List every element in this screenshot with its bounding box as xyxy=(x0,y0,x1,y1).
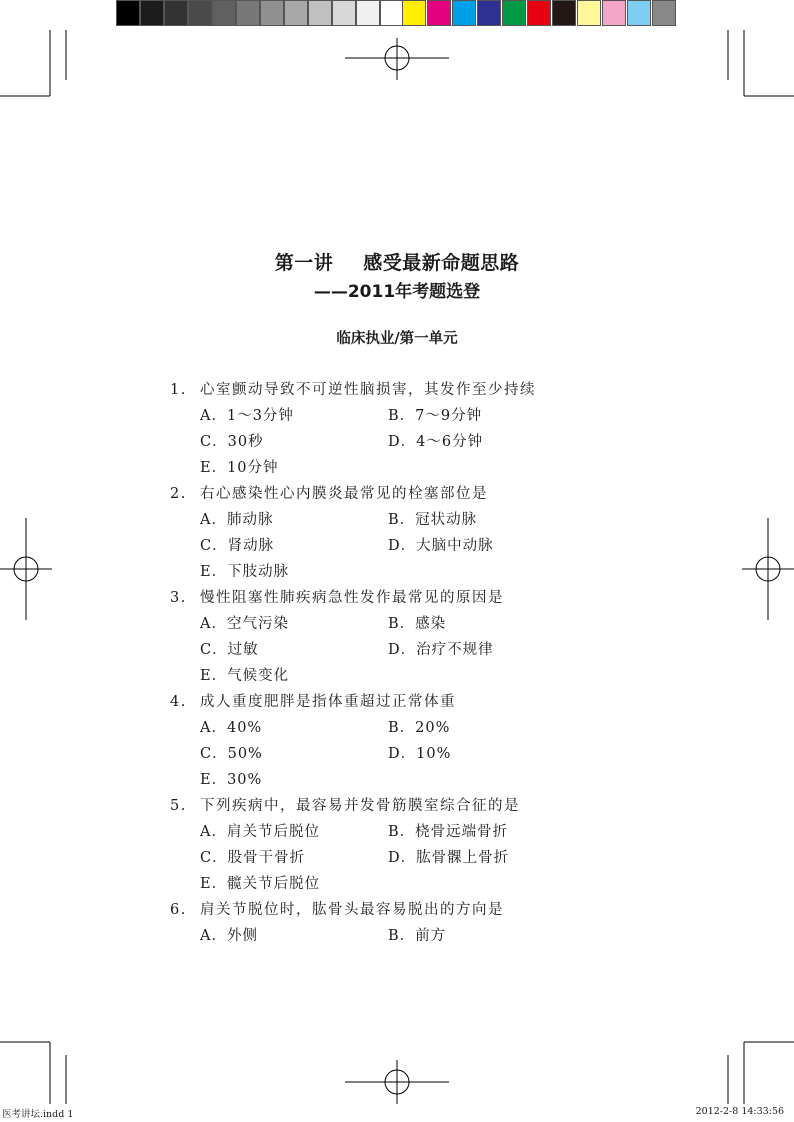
section-heading: 临床执业/第一单元 xyxy=(336,330,458,347)
question-stem xyxy=(170,898,504,919)
question-stem xyxy=(170,794,520,815)
question-text: 成人重度肥胖是指体重超过正常体重 xyxy=(200,694,456,710)
answer-option: E．气候变化 xyxy=(200,668,290,684)
question-text: 心室颤动导致不可逆性脑损害，其发作至少持续 xyxy=(200,382,536,398)
answer-option: A．空气污染 xyxy=(200,616,289,632)
question-text: 下列疾病中，最容易并发骨筋膜室综合征的是 xyxy=(200,798,520,814)
answer-option: B．7～9分钟 xyxy=(388,408,483,424)
answer-option: E．30% xyxy=(200,772,263,788)
answer-option: A．40% xyxy=(200,720,263,736)
answer-option: E．髋关节后脱位 xyxy=(200,876,321,892)
answer-option: C．肾动脉 xyxy=(200,538,275,554)
question-stem xyxy=(170,482,488,503)
answer-option: C．30秒 xyxy=(200,434,264,450)
answer-option: B．感染 xyxy=(388,616,447,632)
answer-option: A．肩关节后脱位 xyxy=(200,824,320,840)
answer-option: D．治疗不规律 xyxy=(388,642,494,658)
question-number: 4. xyxy=(170,694,187,710)
registration-mark-top xyxy=(345,38,449,80)
question-text: 慢性阻塞性肺疾病急性发作最常见的原因是 xyxy=(200,590,504,606)
answer-option: D．4～6分钟 xyxy=(388,434,484,450)
question-number: 1. xyxy=(170,382,187,398)
lecture-subtitle: ——2011年考题选登 xyxy=(313,282,481,302)
footer-filename: 医考讲坛.indd 1 xyxy=(2,1109,74,1120)
answer-option: D．大脑中动脉 xyxy=(388,538,494,554)
question-text: 右心感染性心内膜炎最常见的栓塞部位是 xyxy=(200,486,488,502)
question-number: 2. xyxy=(170,486,187,502)
answer-option: A．肺动脉 xyxy=(200,512,274,528)
answer-option: E．10分钟 xyxy=(200,460,279,476)
answer-option: D．10% xyxy=(388,746,452,762)
answer-option: B．前方 xyxy=(388,928,447,944)
lecture-number: 第一讲 xyxy=(274,252,334,274)
lecture-topic: 感受最新命题思路 xyxy=(363,252,520,274)
registration-mark-bottom xyxy=(345,1060,449,1104)
answer-option: D．肱骨髁上骨折 xyxy=(388,850,510,866)
question-number: 3. xyxy=(170,590,187,606)
answer-option: C．50% xyxy=(200,746,263,762)
question-number: 5. xyxy=(170,798,187,814)
footer-timestamp: 2012-2-8 14:33:56 xyxy=(695,1106,784,1117)
answer-option: C．过敏 xyxy=(200,642,259,658)
question-number: 6. xyxy=(170,902,187,918)
question-stem xyxy=(170,690,456,711)
question-stem xyxy=(170,378,536,399)
registration-mark-right xyxy=(742,518,794,620)
answer-option: B．20% xyxy=(388,720,451,736)
answer-option: C．股骨干骨折 xyxy=(200,850,306,866)
answer-option: E．下肢动脉 xyxy=(200,564,290,580)
answer-option: A．外侧 xyxy=(200,928,258,944)
answer-option: B．冠状动脉 xyxy=(388,512,478,528)
lecture-title xyxy=(0,248,794,275)
question-text: 肩关节脱位时，肱骨头最容易脱出的方向是 xyxy=(200,902,504,918)
question-stem xyxy=(170,586,504,607)
registration-mark-left xyxy=(0,518,52,620)
answer-option: A．1～3分钟 xyxy=(200,408,294,424)
answer-option: B．桡骨远端骨折 xyxy=(388,824,509,840)
